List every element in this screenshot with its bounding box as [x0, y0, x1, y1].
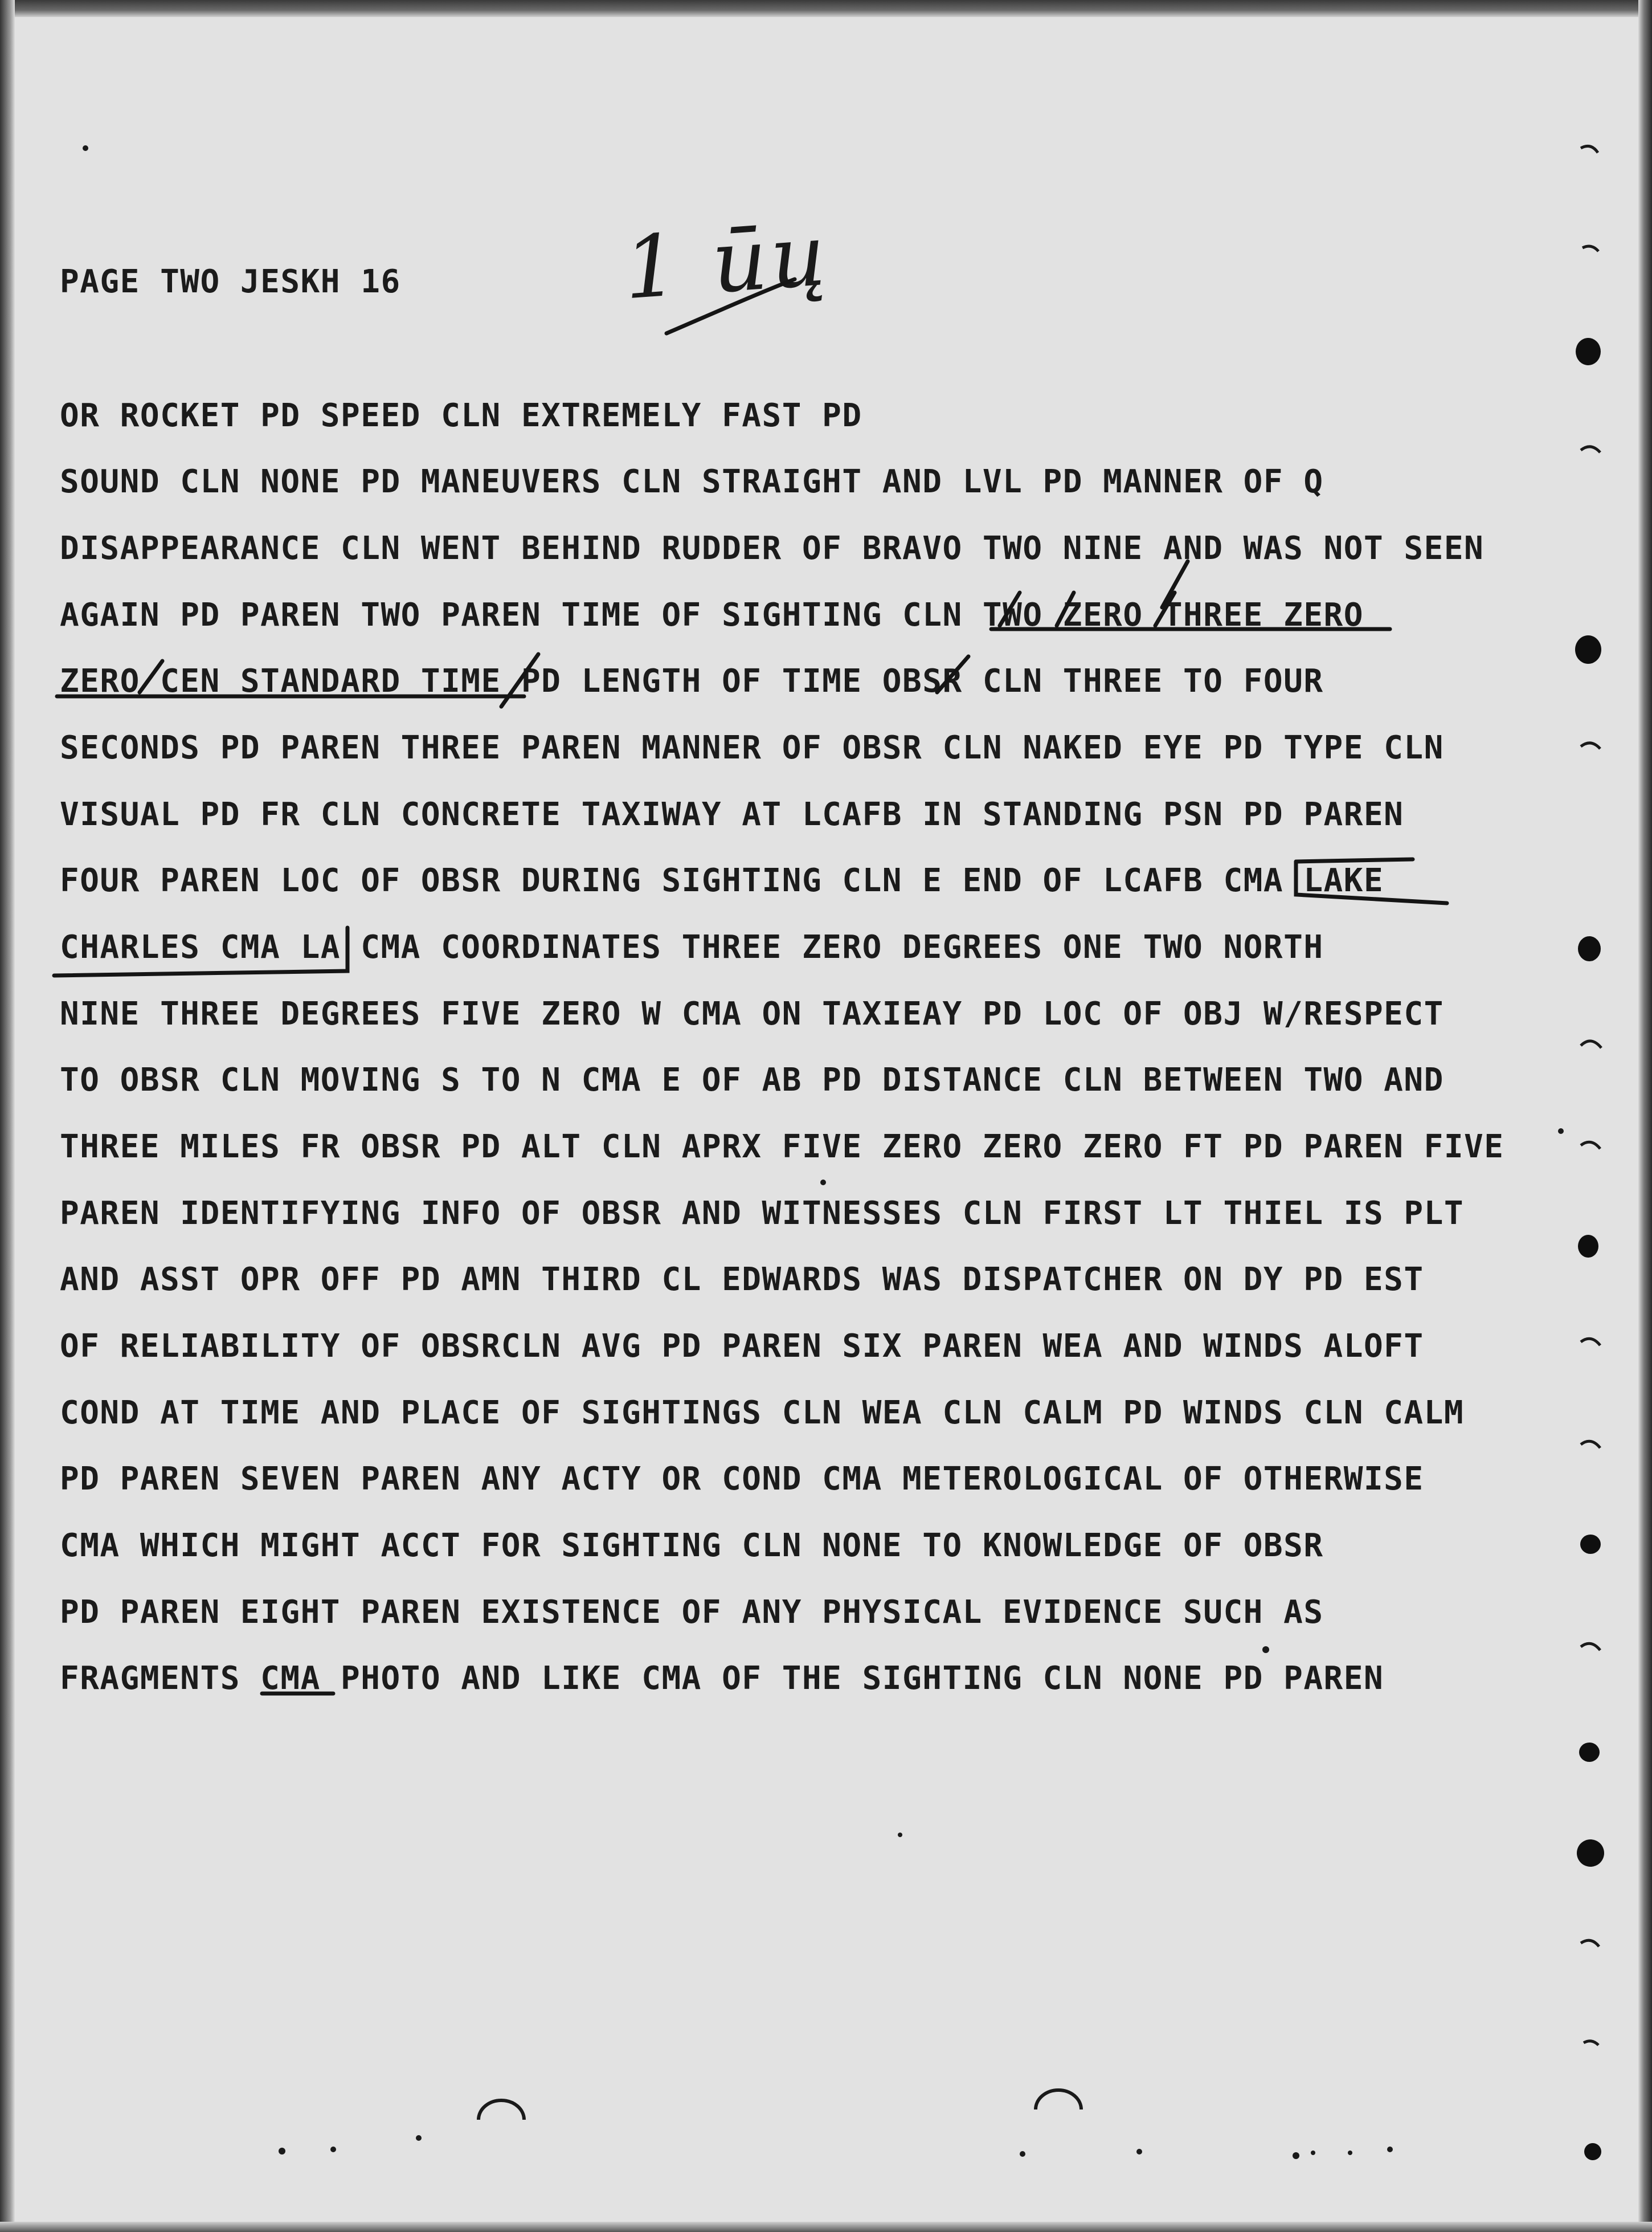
- pen-slash: [1057, 593, 1074, 626]
- pen-slash: [1162, 561, 1188, 607]
- pin-hole-icon: [1581, 1940, 1599, 1947]
- pin-hole-icon: [1581, 1339, 1600, 1345]
- pin-hole-icon: [1578, 936, 1601, 961]
- handwritten-page-mark: 1 ūų: [620, 205, 832, 319]
- body-line: ZERO CEN STANDARD TIME PD LENGTH OF TIME OBSR CLN THREE TO FOUR: [60, 663, 1324, 700]
- body-line: OF RELIABILITY OF OBSRCLN AVG PD PAREN SIX PAREN WEA AND WINDS ALOFT: [60, 1328, 1424, 1365]
- body-line: CMA WHICH MIGHT ACCT FOR SIGHTING CLN NONE TO KNOWLEDGE OF OBSR: [60, 1527, 1324, 1564]
- body-line: PD PAREN EIGHT PAREN EXISTENCE OF ANY PHYSICAL EVIDENCE SUCH AS: [60, 1594, 1324, 1631]
- body-line: AND ASST OPR OFF PD AMN THIRD CL EDWARDS WAS DISPATCHER ON DY PD EST: [60, 1261, 1424, 1298]
- location-box-outline: [1296, 859, 1413, 862]
- body-line: SOUND CLN NONE PD MANEUVERS CLN STRAIGHT AND LVL PD MANNER OF Q: [60, 463, 1324, 500]
- pin-hole-icon: [1581, 1441, 1600, 1448]
- pin-hole-icon: [1581, 743, 1600, 749]
- pen-slash: [140, 661, 162, 692]
- body-line: CHARLES CMA LA CMA COORDINATES THREE ZERO DEGREES ONE TWO NORTH: [60, 929, 1324, 966]
- pin-hole-icon: [1578, 1235, 1598, 1258]
- pen-slash: [1000, 593, 1020, 626]
- location-box-outline: [54, 928, 347, 976]
- pin-hole-icon: [1581, 1643, 1600, 1650]
- body-line: DISAPPEARANCE CLN WENT BEHIND RUDDER OF BRAVO TWO NINE AND WAS NOT SEEN: [60, 530, 1485, 567]
- staple-hole-icon: [1036, 2090, 1081, 2109]
- page-header: PAGE TWO JESKH 16: [60, 263, 401, 300]
- body-line: NINE THREE DEGREES FIVE ZERO W CMA ON TAXIEAY PD LOC OF OBJ W/RESPECT: [60, 995, 1444, 1033]
- location-box-outline: [1296, 862, 1447, 903]
- pin-hole-icon: [1577, 1839, 1604, 1867]
- body-line: FRAGMENTS CMA PHOTO AND LIKE CMA OF THE SIGHTING CLN NONE PD PAREN: [60, 1660, 1384, 1697]
- staple-hole-icon: [479, 2100, 524, 2120]
- pin-hole-icon: [1584, 2143, 1601, 2160]
- body-line: TO OBSR CLN MOVING S TO N CMA E OF AB PD DISTANCE CLN BETWEEN TWO AND: [60, 1062, 1444, 1099]
- body-line: VISUAL PD FR CLN CONCRETE TAXIWAY AT LCAFB IN STANDING PSN PD PAREN: [60, 796, 1404, 833]
- pen-slash: [937, 656, 968, 692]
- pin-hole-icon: [1576, 338, 1601, 365]
- body-line: FOUR PAREN LOC OF OBSR DURING SIGHTING CLN E END OF LCAFB CMA LAKE: [60, 862, 1384, 899]
- pin-hole-icon: [1581, 1041, 1601, 1048]
- body-line: PD PAREN SEVEN PAREN ANY ACTY OR COND CMA METEROLOGICAL OF OTHERWISE: [60, 1460, 1424, 1497]
- body-line: SECONDS PD PAREN THREE PAREN MANNER OF OBSR CLN NAKED EYE PD TYPE CLN: [60, 729, 1444, 766]
- pin-hole-icon: [1581, 146, 1598, 153]
- pen-slash: [501, 654, 538, 707]
- pin-hole-icon: [1581, 1142, 1600, 1149]
- body-line: OR ROCKET PD SPEED CLN EXTREMELY FAST PD: [60, 397, 862, 434]
- pin-hole-icon: [1580, 1535, 1601, 1554]
- pin-hole-icon: [1579, 1743, 1600, 1762]
- body-line: AGAIN PD PAREN TWO PAREN TIME OF SIGHTING CLN TWO ZERO THREE ZERO: [60, 597, 1364, 634]
- pen-slash: [1155, 593, 1175, 626]
- handwritten-underline: [666, 279, 795, 333]
- pin-hole-icon: [1581, 447, 1600, 452]
- pin-hole-icon: [1584, 2041, 1598, 2045]
- body-line: THREE MILES FR OBSR PD ALT CLN APRX FIVE ZERO ZERO ZERO FT PD PAREN FIVE: [60, 1128, 1504, 1165]
- pin-hole-icon: [1583, 246, 1598, 251]
- body-line: COND AT TIME AND PLACE OF SIGHTINGS CLN WEA CLN CALM PD WINDS CLN CALM: [60, 1394, 1465, 1431]
- body-line: PAREN IDENTIFYING INFO OF OBSR AND WITNESSES CLN FIRST LT THIEL IS PLT: [60, 1195, 1465, 1232]
- pin-hole-icon: [1575, 635, 1601, 664]
